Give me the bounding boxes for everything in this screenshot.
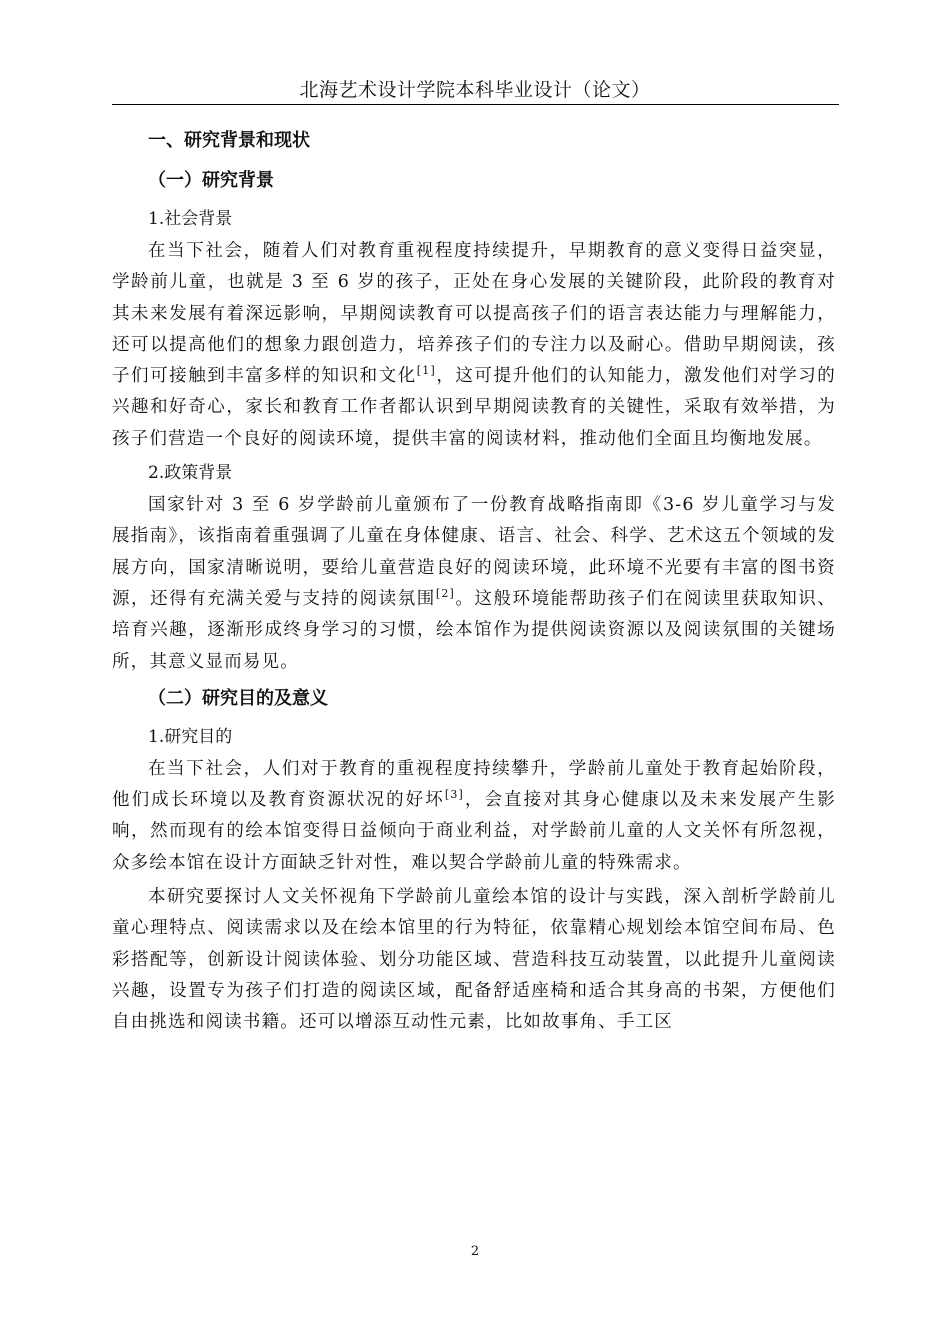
- subsection-heading-background: （一）研究背景: [148, 170, 274, 191]
- paragraph-policy-background: 国家针对 3 至 6 岁学龄前儿童颁布了一份教育战略指南即《3-6 岁儿童学习与发展指南》，该指南着重强调了儿童在身体健康、语言、社会、科学、艺术这五个领域的发展方向，国家清晰说明，要给儿童营造良好的阅读环境，此环境不光要有丰富的图书资源，还得有充满关爱与支持的阅读氛围[2]。这般环境能帮助孩子们在阅读里获取知识、培育兴趣，逐渐形成终身学习的习惯，绘本馆作为提供阅读资源以及阅读氛围的关键场所，其意义显而易见。: [112, 495, 837, 672]
- page-number: 2: [470, 1244, 480, 1259]
- section-heading-1: 一、研究背景和现状: [148, 130, 310, 151]
- citation-3: [3]: [444, 788, 465, 802]
- page-header: 北海艺术设计学院本科毕业设计（论文）: [299, 79, 651, 101]
- paragraph-research-purpose: 在当下社会，人们对于教育的重视程度持续攀升，学龄前儿童处于教育起始阶段，他们成长环境以及教育资源状况的好坏[3]，会直接对其身心健康以及未来发展产生影响，然而现有的绘本馆变得日益倾向于商业利益，对学龄前儿童的人文关怀有所忽视，众多绘本馆在设计方面缺乏针对性，难以契合学龄前儿童的特殊需求。: [112, 758, 836, 873]
- header-divider: [112, 104, 839, 105]
- subheading-research-purpose: 1.研究目的: [148, 726, 233, 747]
- document-body: [112, 120, 836, 1042]
- citation-2: [2]: [435, 587, 456, 601]
- paragraph-study-scope: 本研究要探讨人文关怀视角下学龄前儿童绘本馆的设计与实践，深入剖析学龄前儿童心理特点、阅读需求以及在绘本馆里的行为特征，依靠精心规划绘本馆空间布局、色彩搭配等，创新设计阅读体验、划分功能区域、营造科技互动装置，以此提升儿童阅读兴趣，设置专为孩子们打造的阅读区域，配备舒适座椅和适合其身高的书架，方便他们自由挑选和阅读书籍。还可以增添互动性元素，比如故事角、手工区: [112, 887, 836, 1033]
- subheading-social-background: 1.社会背景: [148, 209, 233, 229]
- citation-1: [1]: [416, 364, 436, 378]
- paragraph-social-background: 在当下社会，随着人们对教育重视程度持续提升，早期教育的意义变得日益突显，学龄前儿童，也就是 3 至 6 岁的孩子，正处在身心发展的关键阶段，此阶段的教育对其未来发展有着深远影响，早期阅读教育可以提高孩子们的语言表达能力与理解能力，还可以提高他们的想象力跟创造力，培养孩子们的专注力以及耐心。借助早期阅读，孩子们可接触到丰富多样的知识和文化[1]，这可提升他们的认知能力，激发他们对学习的兴趣和好奇心，家长和教育工作者都认识到早期阅读教育的关键性，采取有效举措，为孩子们营造一个良好的阅读环境，提供丰富的阅读材料，推动他们全面且均衡地发展。: [112, 241, 836, 449]
- subheading-policy-background: 2.政策背景: [148, 463, 233, 484]
- subsection-heading-purpose: （二）研究目的及意义: [148, 687, 328, 709]
